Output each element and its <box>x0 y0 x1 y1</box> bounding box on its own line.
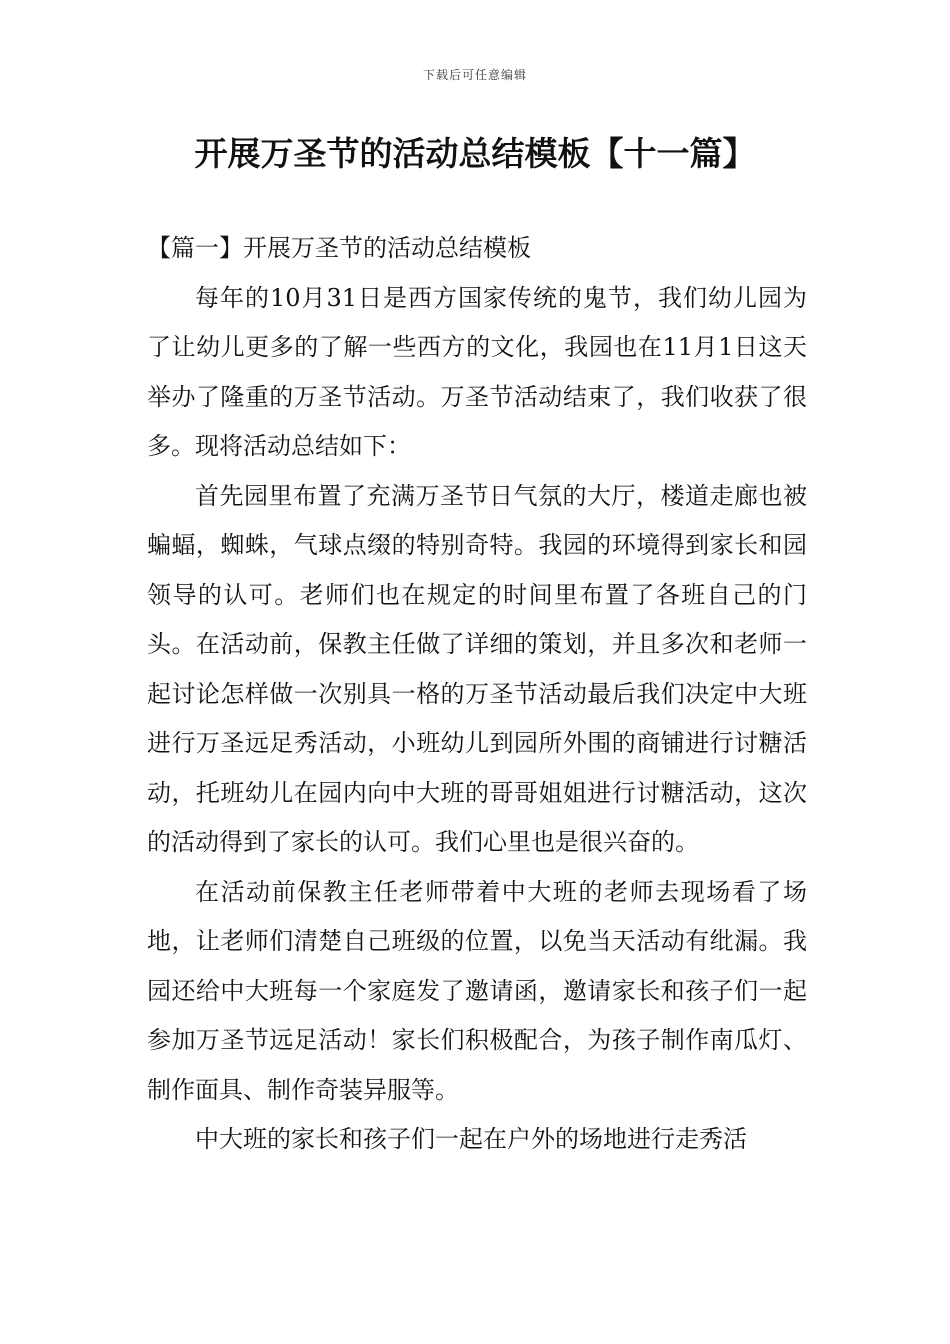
paragraph-3: 在活动前保教主任老师带着中大班的老师去现场看了场地，让老师们清楚自己班级的位置，以免当天活动有纰漏。我园还给中大班每一个家庭发了邀请函，邀请家长和孩子们一起参加万圣节远足活动！家长们积极配合，为孩子制作南瓜灯、制作面具、制作奇装异服等。 <box>147 877 807 1104</box>
document-body <box>147 224 807 1165</box>
paragraph-2: 首先园里布置了充满万圣节日气氛的大厅，楼道走廊也被蝙蝠，蜘蛛，气球点缀的特别奇特。我园的环境得到家长和园领导的认可。老师们也在规定的时间里布置了各班自己的门头。在活动前，保教主任做了详细的策划，并且多次和老师一起讨论怎样做一次别具一格的万圣节活动最后我们决定中大班进行万圣远足秀活动，小班幼儿到园所外围的商铺进行讨糖活动，托班幼儿在园内向中大班的哥哥姐姐进行讨糖活动，这次的活动得到了家长的认可。我们心里也是很兴奋的。 <box>147 481 807 856</box>
paragraph-1: 每年的10月31日是西方国家传统的鬼节，我们幼儿园为了让幼儿更多的了解一些西方的文化，我园也在11月1日这天举办了隆重的万圣节活动。万圣节活动结束了，我们收获了很多。现将活动总结如下： <box>147 283 807 460</box>
header-note: 下载后可任意编辑 <box>422 68 527 82</box>
section-heading: 【篇一】开展万圣节的活动总结模板 <box>147 234 531 262</box>
document-title: 开展万圣节的活动总结模板【十一篇】 <box>194 134 756 173</box>
paragraph-4: 中大班的家长和孩子们一起在户外的场地进行走秀活 <box>195 1125 747 1153</box>
